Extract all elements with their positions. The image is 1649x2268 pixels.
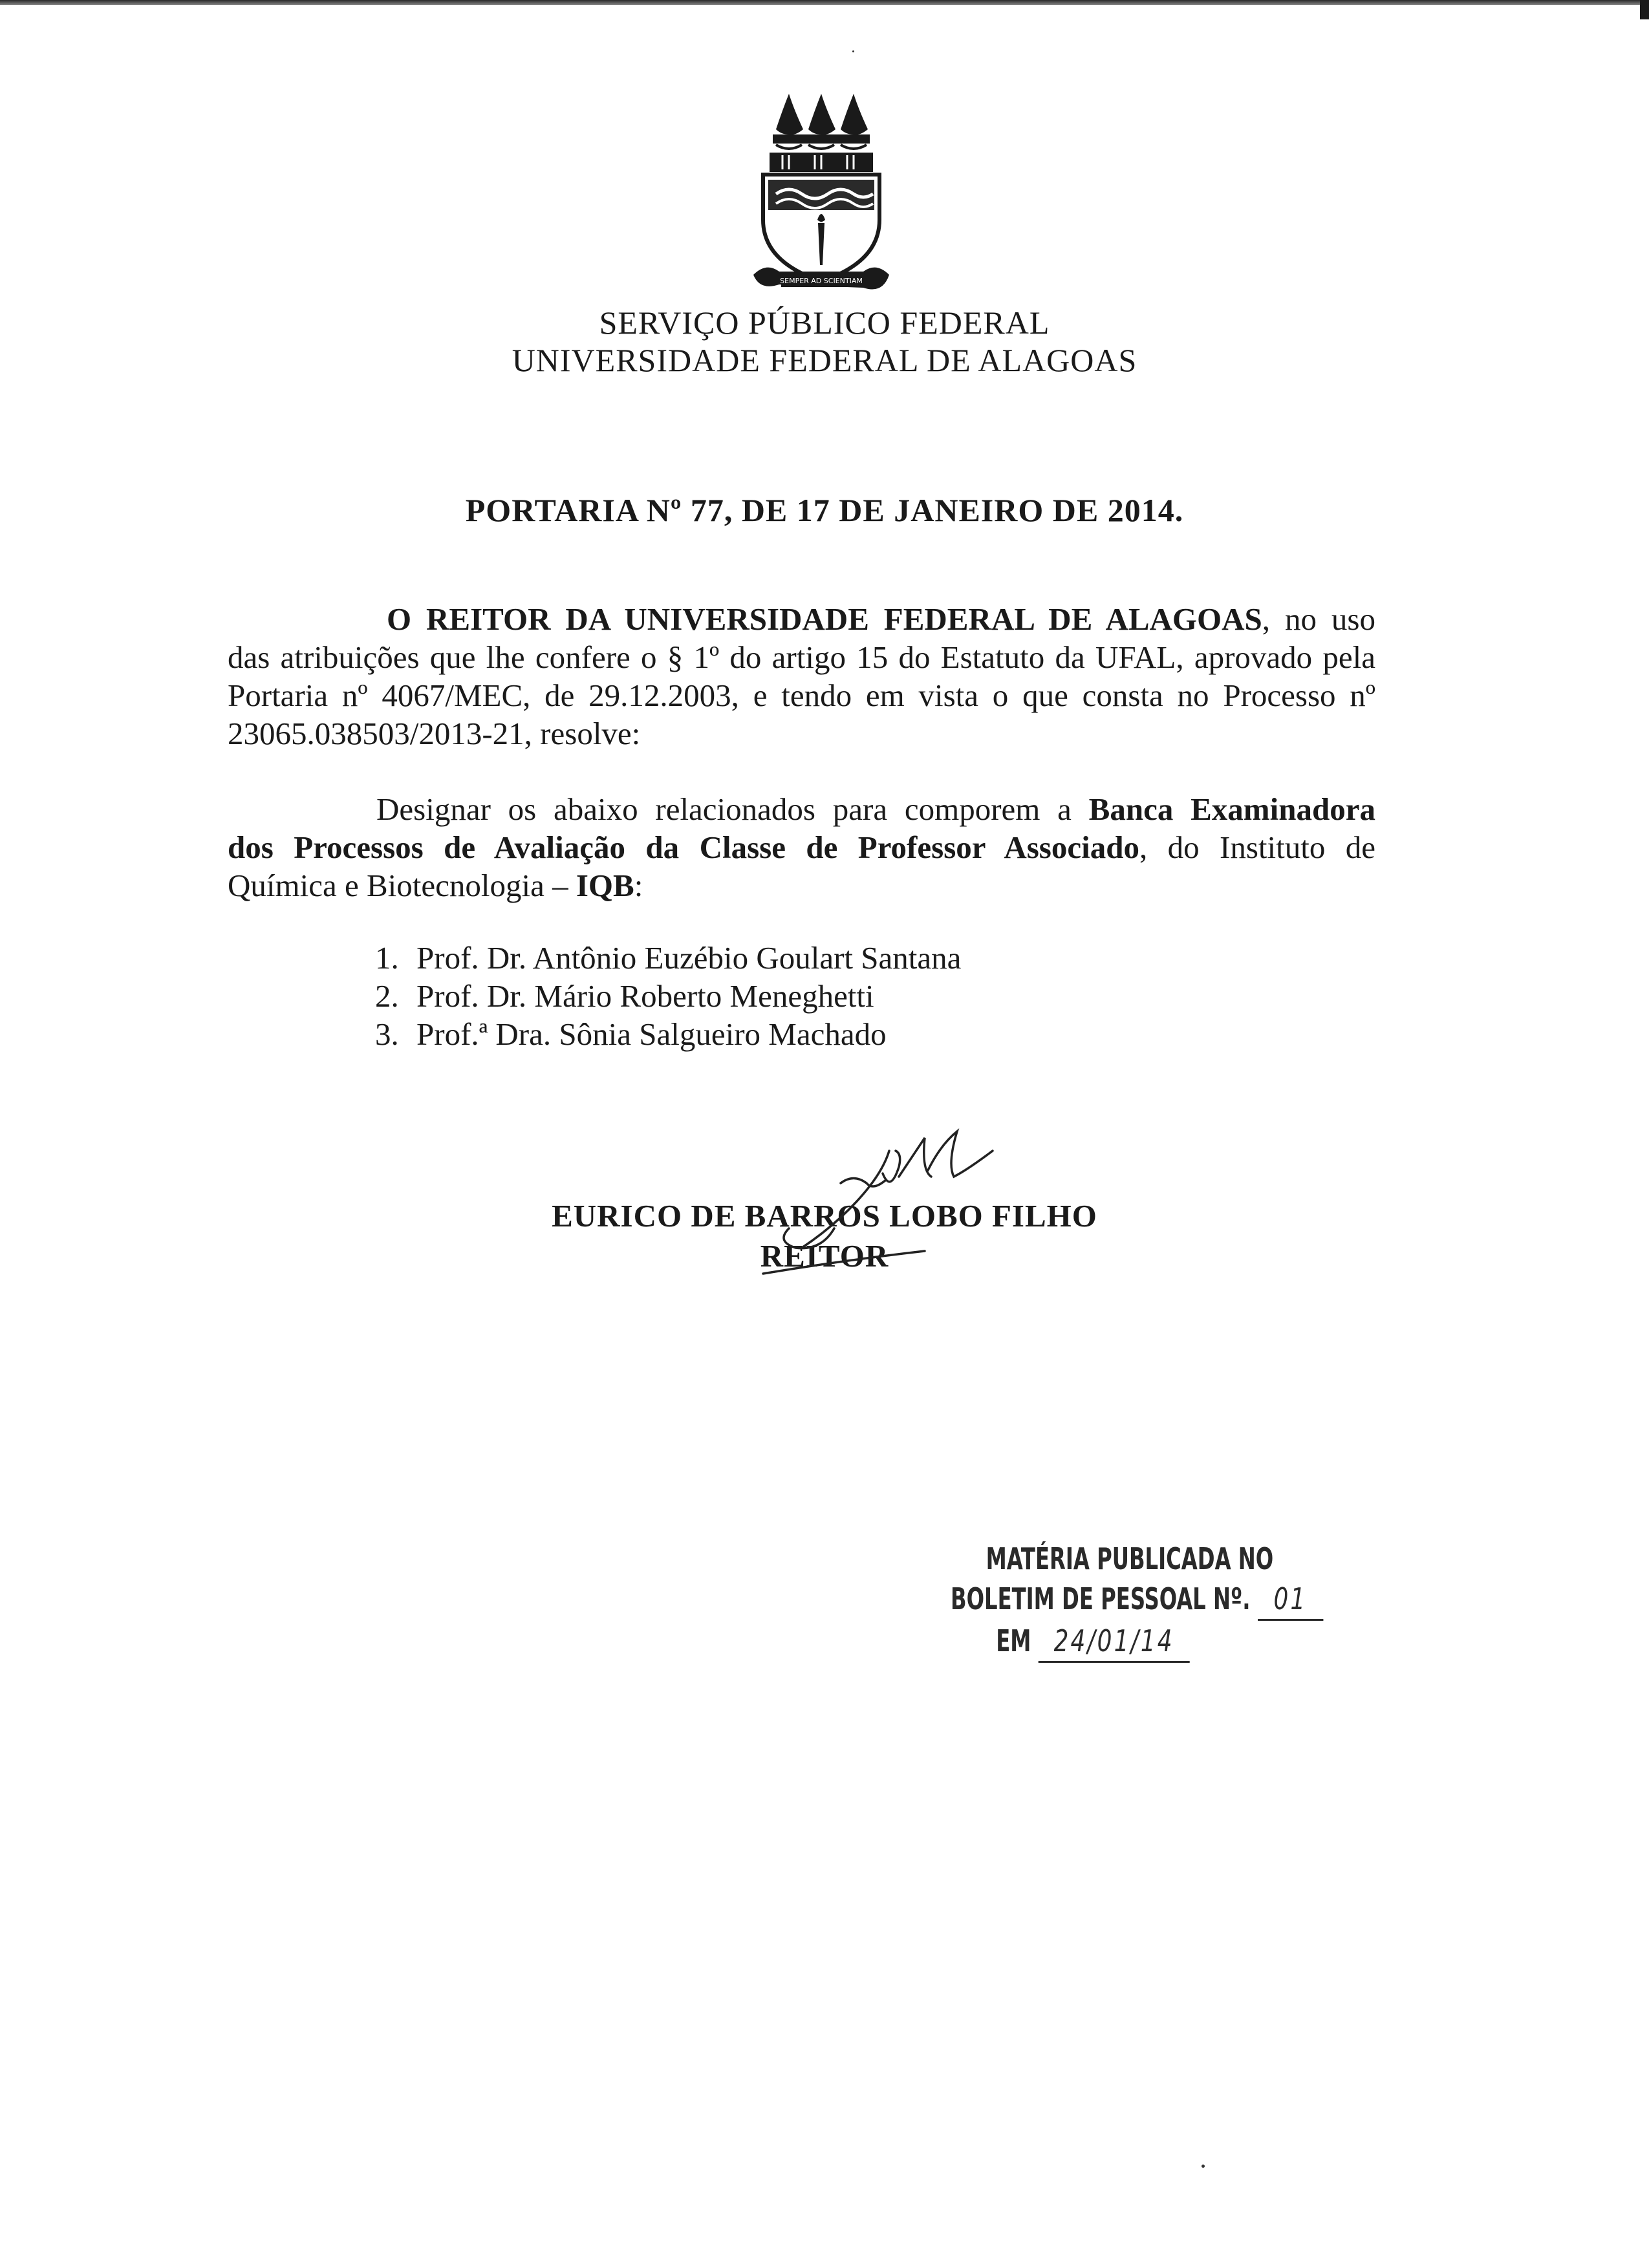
header-line-2: UNIVERSIDADE FEDERAL DE ALAGOAS: [512, 342, 1137, 378]
signatory-name: EURICO DE BARROS LOBO FILHO: [552, 1198, 1097, 1234]
preamble-line-4: 23065.038503/2013-21, resolve:: [228, 716, 641, 751]
preamble-bold-lead: O REITOR DA UNIVERSIDADE FEDERAL DE ALAGOAS: [387, 601, 1262, 637]
signatory-role: REITOR: [760, 1238, 889, 1274]
publication-date: 24/01/14: [1039, 1621, 1190, 1663]
university-crest-icon: [750, 91, 892, 304]
resolution-line-1: Designar os abaixo relacionados para comporem a Banca Examinadora: [376, 791, 1375, 827]
publication-stamp: [951, 1539, 1308, 1663]
preamble-line-1: O REITOR DA UNIVERSIDADE FEDERAL DE ALAGOAS, no uso: [387, 601, 1375, 637]
resolution-paragraph: [228, 790, 1375, 904]
scan-speck: [1202, 2165, 1205, 2168]
page-scan-edge: [0, 0, 1649, 5]
list-item: 1. Prof. Dr. Antônio Euzébio Goulart Santana: [375, 940, 962, 976]
resolution-line-2: dos Processos de Avaliação da Classe de Professor Associado, do Instituto de: [228, 829, 1376, 865]
list-item: 2. Prof. Dr. Mário Roberto Meneghetti: [375, 978, 874, 1014]
boletim-number: 01: [1258, 1579, 1323, 1621]
resolution-line-3: Química e Biotecnologia – IQB:: [228, 868, 643, 903]
header-line-1: SERVIÇO PÚBLICO FEDERAL: [599, 305, 1050, 341]
members-list: [375, 939, 961, 1053]
scan-speck: [852, 50, 854, 52]
crest-motto: SEMPER AD SCIENTIAM: [780, 277, 863, 285]
handwritten-signature-icon: [750, 1125, 1022, 1280]
stamp-line-1: MATÉRIA PUBLICADA NO: [986, 1541, 1274, 1576]
list-item: 3. Prof.ª Dra. Sônia Salgueiro Machado: [375, 1016, 887, 1052]
preamble-paragraph: [228, 600, 1375, 753]
stamp-line-2: BOLETIM DE PESSOAL Nº. 01: [951, 1579, 1243, 1621]
page-scan-corner: [1640, 0, 1649, 19]
preamble-line-3: Portaria nº 4067/MEC, de 29.12.2003, e tendo em vista o que consta no Processo nº: [228, 678, 1375, 713]
stamp-line-3: EM 24/01/14: [951, 1621, 1243, 1663]
preamble-line-2: das atribuições que lhe confere o § 1º do artigo 15 do Estatuto da UFAL, aprovado pela: [228, 639, 1375, 675]
document-title: PORTARIA Nº 77, DE 17 DE JANEIRO DE 2014.: [465, 492, 1184, 528]
